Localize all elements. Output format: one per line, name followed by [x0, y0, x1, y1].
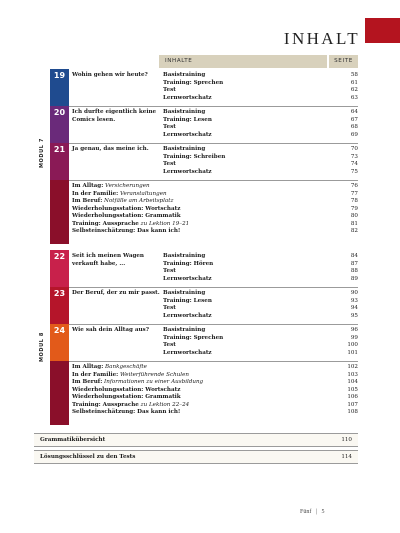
misc-row: Wiederholungsstation: Wortschatz: [72, 386, 181, 393]
lesson-22[interactable]: [50, 250, 358, 287]
module-8-label: MODUL 8: [39, 331, 45, 363]
answer-key-entry[interactable]: Lösungsschlüssel zu den Tests 114: [34, 450, 358, 464]
lesson-pages: 58 61 62 63: [350, 72, 358, 101]
footer-separator: |: [315, 509, 318, 515]
misc-row: Im Alltag: Bankgeschäfte: [72, 364, 147, 370]
lesson-pages: 84 87 88 89: [350, 253, 358, 282]
lesson-pages: 64 67 68 69: [350, 109, 358, 138]
misc-row: Im Beruf: Notfälle am Arbeitsplatz: [72, 198, 174, 204]
lesson-items: Basistraining Training: Schreiben Test Lernwortschatz: [163, 146, 226, 175]
misc-row: Wiederholungsstation: Wortschatz: [72, 205, 181, 212]
lesson-pages: 96 99 100 101: [347, 327, 358, 356]
lesson-19[interactable]: [50, 69, 358, 106]
lesson-number: 23: [53, 289, 66, 298]
lesson-title: Ich durfte eigentlich keine Comics lesen.: [72, 109, 157, 123]
misc-row: Wiederholungsstation: Grammatik: [72, 213, 181, 219]
misc-row: Im Beruf: Informationen zu einer Ausbildung: [72, 379, 204, 385]
lesson-items: Basistraining Training: Sprechen Test Lernwortschatz: [163, 72, 224, 101]
module-8-extras: Im Alltag: Bankgeschäfte In der Familie: Weiterführende Schulen Im Beruf: Informationen zu einer Ausbildung Wiederholungsstation: Wortschatz Wiederholungsstation: Grammatik Training: Aussprache zu Lektion 22–24 Selbsteinschätzung: Das kann ich! 102 103 104 105 106 107 108: [50, 361, 358, 425]
corner-tab: [365, 18, 400, 43]
misc-row: Training: Aussprache zu Lektion 19–21: [72, 220, 190, 227]
lesson-21[interactable]: [50, 143, 358, 180]
misc-row: Wiederholungsstation: Grammatik: [72, 394, 181, 400]
page-title: INHALT: [283, 29, 360, 48]
lesson-title: Wie sah dein Alltag aus?: [72, 327, 149, 333]
lesson-title: Ja genau, das meine ich.: [72, 146, 149, 152]
misc-row: In der Familie: Veranstaltungen: [72, 190, 167, 197]
header-inhalte: INHALTE: [159, 55, 327, 68]
misc-row: Selbsteinschätzung: Das kann ich!: [72, 409, 181, 415]
lesson-number: 19: [53, 71, 66, 80]
footer-page-number: 5: [321, 509, 325, 515]
misc-row: Training: Aussprache zu Lektion 22–24: [72, 401, 190, 408]
lesson-number: 24: [53, 326, 66, 335]
lesson-number: 22: [53, 252, 66, 261]
lesson-pages: 70 73 74 75: [350, 146, 358, 175]
lesson-23[interactable]: [50, 287, 358, 324]
lesson-items: Basistraining Training: Lesen Test Lernwortschatz: [163, 290, 212, 319]
module-7-extras: Im Alltag: Versicherungen In der Familie: Veranstaltungen Im Beruf: Notfälle am Arbeitsplatz Wiederholungsstation: Wortschatz Wiederholungsstation: Grammatik Training: Aussprache zu Lektion 19–21 Selbsteinschätzung: Das kann ich! 76 77 78 79 80 81 82: [50, 180, 358, 244]
lesson-items: Basistraining Training: Lesen Test Lernwortschatz: [163, 109, 212, 138]
misc-row: Selbsteinschätzung: Das kann ich!: [72, 228, 181, 234]
lesson-title: Der Beruf, der zu mir passt.: [72, 290, 160, 296]
page-footer: [300, 509, 325, 515]
lesson-title: Wohin gehen wir heute?: [72, 72, 148, 78]
lesson-items: Basistraining Training: Hören Test Lernwortschatz: [163, 253, 214, 282]
grammar-overview-entry[interactable]: Grammatikübersicht 110: [34, 433, 358, 447]
module-7-label: MODUL 7: [39, 137, 45, 169]
lesson-24[interactable]: [50, 324, 358, 361]
lesson-pages: 90 93 94 95: [350, 290, 358, 319]
lesson-number: 21: [53, 145, 66, 154]
lesson-items: Basistraining Training: Sprechen Test Lernwortschatz: [163, 327, 224, 356]
lesson-20[interactable]: [50, 106, 358, 143]
misc-row: Im Alltag: Versicherungen: [72, 183, 150, 189]
lesson-number: 20: [53, 108, 66, 117]
footer-word: Fünf: [300, 509, 312, 515]
lesson-title: Seit ich meinen Wagen verkauft habe, ...: [72, 253, 144, 267]
misc-row: In der Familie: Weiterführende Schulen: [72, 371, 190, 378]
header-seite: SEITE: [329, 55, 358, 68]
